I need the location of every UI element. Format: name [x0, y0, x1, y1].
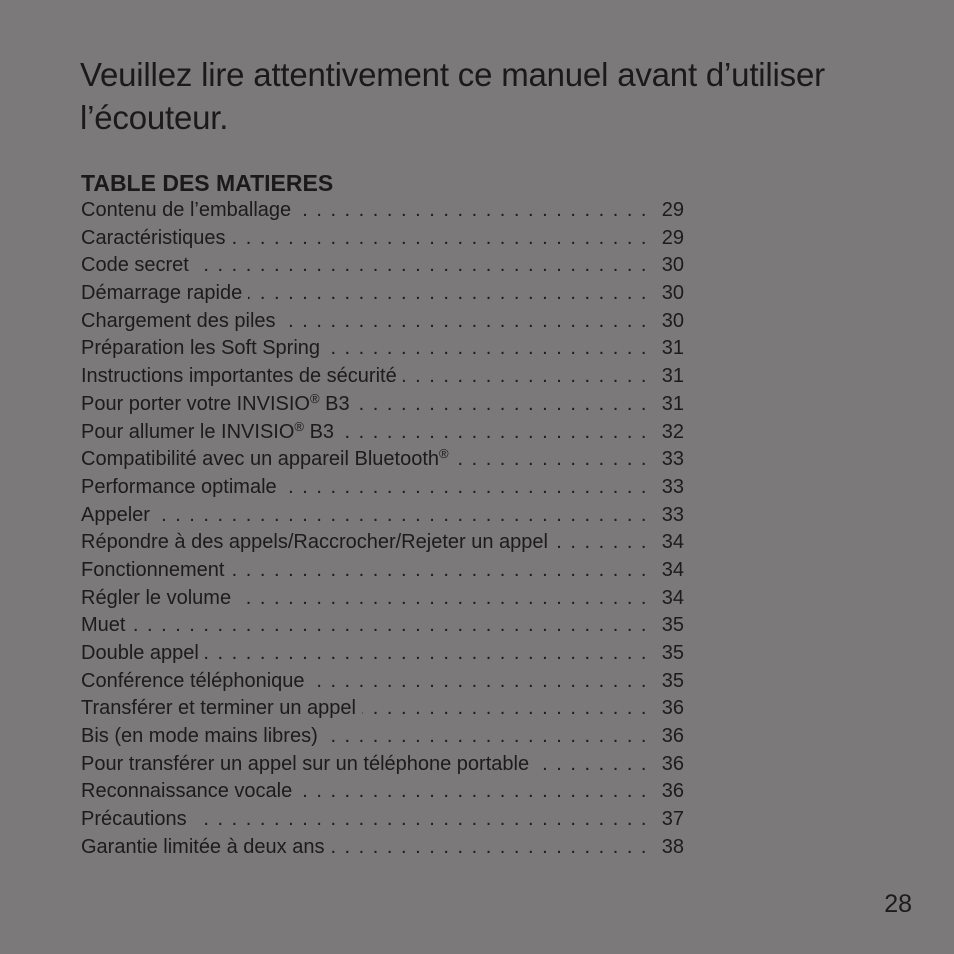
- toc-entry[interactable]: [81, 502, 684, 530]
- toc-entry-page-number: 33: [661, 475, 684, 498]
- toc-entry[interactable]: [81, 778, 684, 806]
- toc-entry-label: Répondre à des appels/Raccrocher/Rejeter un appel: [81, 529, 554, 557]
- toc-entry-page-number: 35: [661, 642, 684, 664]
- toc-entry-page-number: 38: [661, 835, 684, 858]
- toc-entry-label: Conférence téléphonique: [81, 668, 311, 696]
- toc-entry-label: Pour allumer le INVISIO® B3: [81, 419, 340, 447]
- toc-entry[interactable]: [81, 280, 684, 308]
- registered-mark: ®: [294, 418, 305, 434]
- toc-entry-page-number: 33: [661, 448, 684, 471]
- toc-entry[interactable]: [81, 612, 684, 640]
- toc-entry-label: Double appel: [81, 640, 205, 668]
- toc-entry[interactable]: [81, 252, 684, 280]
- toc-entry-label: Préparation les Soft Spring: [81, 335, 326, 363]
- table-of-contents: [81, 197, 684, 862]
- toc-entry-label: Appeler: [81, 502, 156, 530]
- toc-entry[interactable]: [81, 585, 684, 613]
- toc-entry-page-number: 31: [661, 392, 684, 415]
- toc-entry-label-suffix: B3: [319, 392, 350, 415]
- toc-entry[interactable]: [81, 419, 684, 447]
- toc-entry-page-number: 36: [661, 752, 684, 775]
- page-number: 28: [884, 890, 912, 918]
- toc-entry-label: Bis (en mode mains libres): [81, 723, 324, 751]
- toc-entry-label: Régler le volume: [81, 585, 237, 613]
- toc-entry[interactable]: [81, 363, 684, 391]
- toc-entry-page-number: 29: [661, 226, 684, 249]
- toc-entry[interactable]: [81, 529, 684, 557]
- toc-entry-page-number: 34: [661, 531, 684, 554]
- toc-entry[interactable]: [81, 806, 684, 834]
- toc-entry[interactable]: [81, 308, 684, 336]
- toc-entry-label: Contenu de l’emballage: [81, 197, 297, 225]
- toc-entry[interactable]: [81, 446, 684, 474]
- toc-entry-page-number: 30: [661, 282, 684, 305]
- toc-entry-label: Performance optimale: [81, 474, 283, 502]
- toc-entry-label: Garantie limitée à deux ans: [81, 834, 330, 862]
- toc-entry-label: Pour transférer un appel sur un téléphone portable: [81, 751, 535, 779]
- toc-entry-label: Instructions importantes de sécurité: [81, 363, 403, 391]
- toc-entry-page-number: 31: [661, 365, 684, 388]
- toc-entry-label: Muet: [81, 612, 131, 640]
- toc-entry-label: Reconnaissance vocale: [81, 778, 298, 806]
- toc-entry-page-number: 30: [661, 254, 684, 277]
- toc-entry-label: Compatibilité avec un appareil Bluetooth®: [81, 446, 455, 474]
- toc-entry-label-suffix: B3: [304, 420, 335, 443]
- toc-entry-page-number: 31: [661, 337, 684, 360]
- toc-entry[interactable]: [81, 225, 684, 253]
- toc-entry[interactable]: [81, 695, 684, 723]
- toc-entry-page-number: 36: [661, 697, 684, 720]
- toc-entry-page-number: 36: [661, 725, 684, 748]
- toc-entry-page-number: 35: [661, 614, 684, 637]
- toc-entry[interactable]: [81, 640, 684, 668]
- toc-entry-label: Démarrage rapide: [81, 280, 248, 308]
- toc-entry[interactable]: [81, 391, 684, 419]
- toc-entry-label: Caractéristiques: [81, 225, 232, 253]
- toc-entry-page-number: 33: [661, 503, 684, 526]
- toc-entry-label: Précautions: [81, 806, 193, 834]
- registered-mark: ®: [439, 446, 449, 462]
- toc-entry-page-number: 34: [661, 586, 684, 609]
- toc-entry-page-number: 29: [661, 199, 684, 221]
- toc-entry-page-number: 35: [661, 669, 684, 692]
- toc-entry-page-number: 30: [661, 309, 684, 332]
- toc-entry-page-number: 32: [661, 420, 684, 443]
- toc-entry-label: Fonctionnement: [81, 557, 230, 585]
- toc-entry-label: Pour porter votre INVISIO® B3: [81, 391, 356, 419]
- toc-entry-page-number: 37: [661, 808, 684, 831]
- toc-entry[interactable]: [81, 474, 684, 502]
- toc-entry-label: Transférer et terminer un appel: [81, 695, 362, 723]
- toc-entry-label: Chargement des piles: [81, 308, 282, 336]
- dot-leader: [81, 502, 648, 530]
- toc-heading: TABLE DES MATIERES: [81, 170, 334, 196]
- intro-text: Veuillez lire attentivement ce manuel avant d’utiliser l’écouteur.: [80, 56, 825, 136]
- toc-entry-page-number: 34: [661, 558, 684, 581]
- toc-entry-page-number: 36: [661, 780, 684, 803]
- toc-entry[interactable]: [81, 723, 684, 751]
- registered-mark: ®: [309, 390, 320, 406]
- toc-entry[interactable]: [81, 197, 684, 225]
- toc-entry[interactable]: [81, 668, 684, 696]
- toc-entry[interactable]: [81, 335, 684, 363]
- toc-entry[interactable]: [81, 751, 684, 779]
- toc-entry[interactable]: [81, 834, 684, 862]
- toc-entry[interactable]: [81, 557, 684, 585]
- toc-entry-label: Code secret: [81, 252, 195, 280]
- dot-leader: [81, 612, 648, 640]
